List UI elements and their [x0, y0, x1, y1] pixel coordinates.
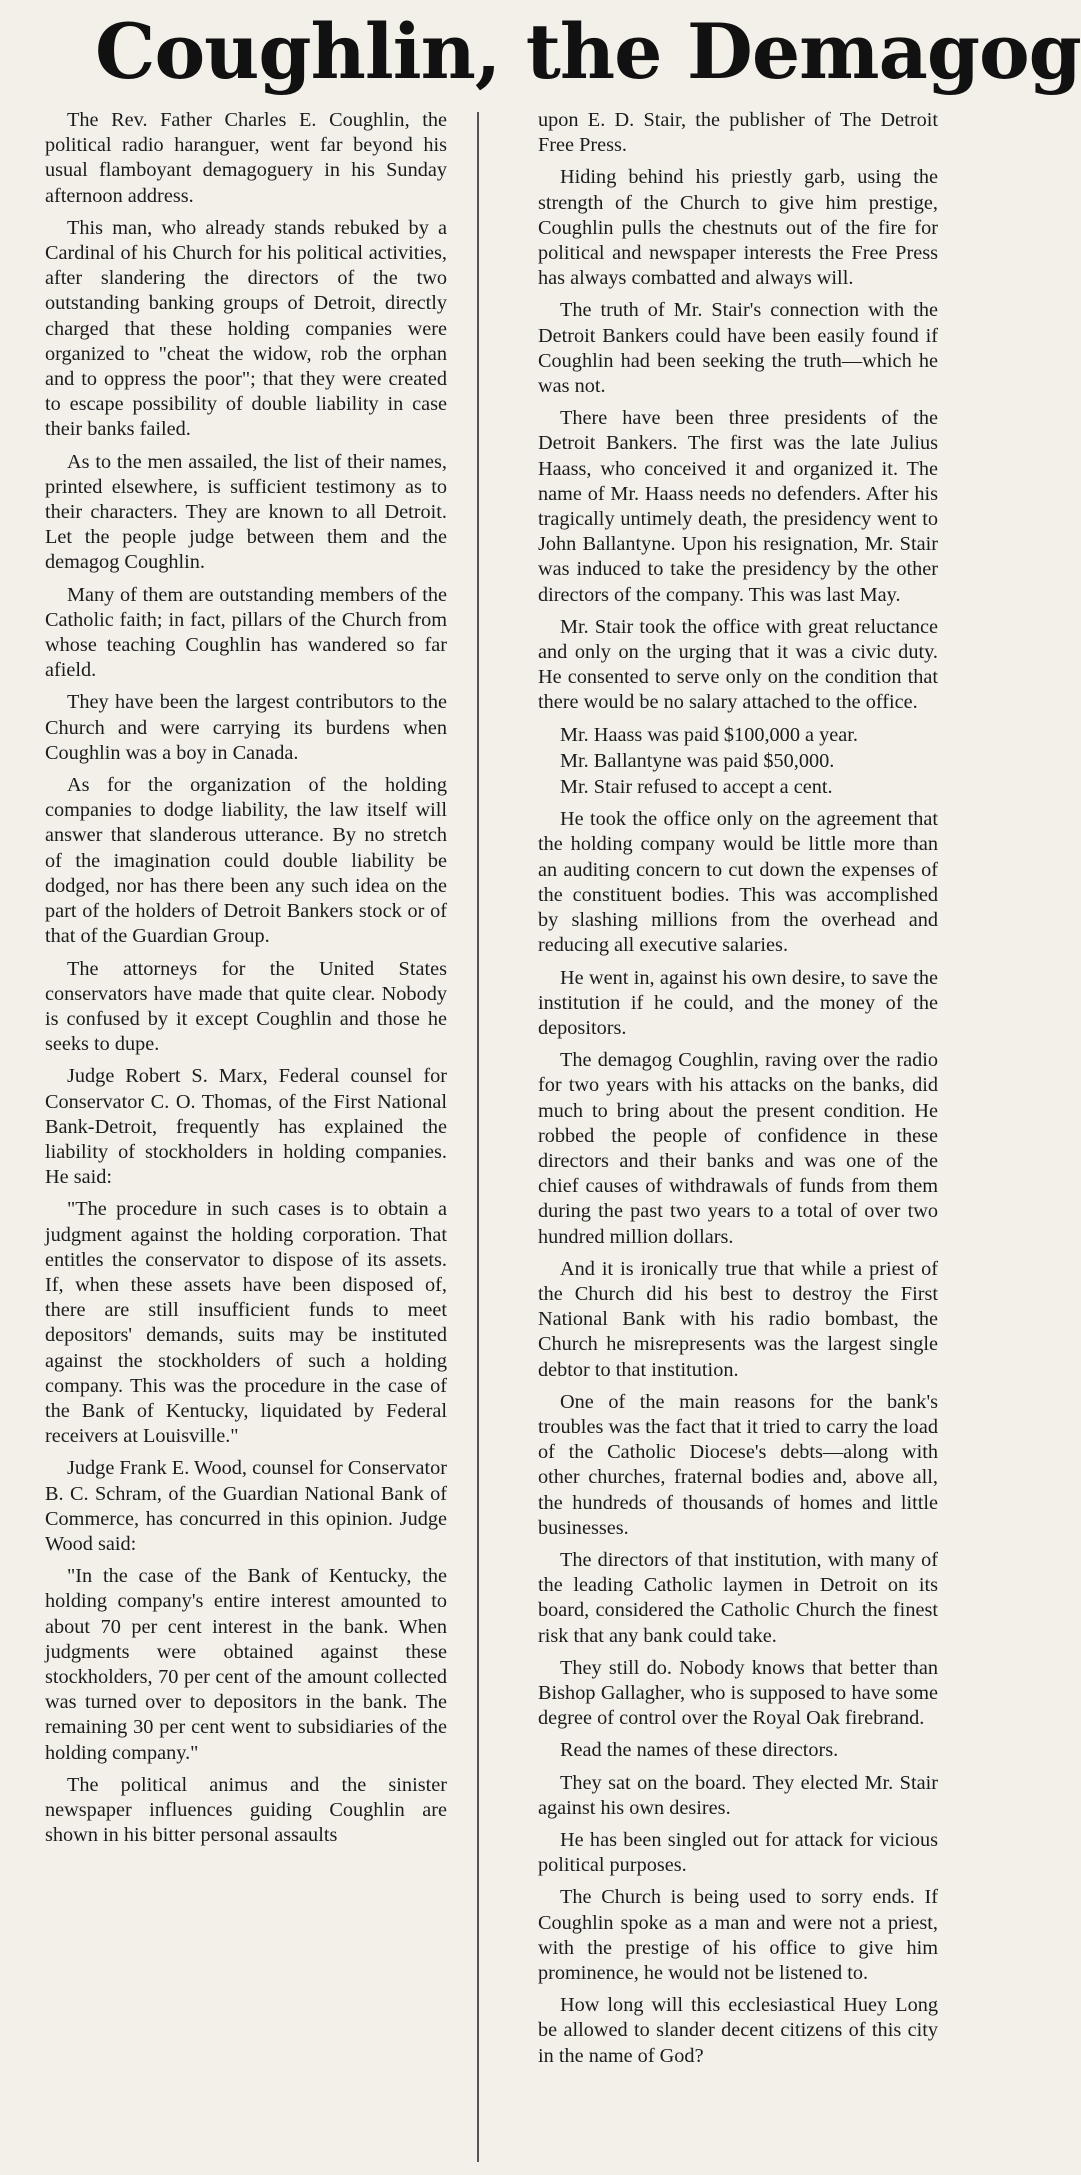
paragraph: They sat on the board. They elected Mr. Stair against his own desires. [538, 1771, 938, 1819]
paragraph: As for the organization of the holding companies to dodge liability, the law itself will answer that slanderous utterance. By no stretch of the imagination could double liability be dodged, nor has there been any such idea on the part of the holders of Detroit Bankers stock or of that of the Guardian Group. [45, 774, 447, 948]
closing-paragraph: How long will this ecclesiastical Huey Long be allowed to slander decent citizens of this city in the name of God? [538, 1994, 938, 2067]
paragraph: This man, who already stands rebuked by a Cardinal of his Church for his political activities, after slandering the directors of the two outstanding banking groups of Detroit, directly charged that these holding companies were organized to "cheat the widow, rob the orphan and to oppress the poor"; that they were created to escape possibility of double liability in case their banks failed. [45, 216, 447, 441]
paragraph: They have been the largest contributors to the Church and were carrying its burdens when Coughlin was a boy in Canada. [45, 691, 447, 764]
paragraph: upon E. D. Stair, the publisher of The Detroit Free Press. [538, 109, 938, 157]
paragraph: Mr. Stair took the office with great reluctance and only on the urging that it was a civic duty. He consented to serve only on the condition that there would be no salary attached to the office. [538, 615, 938, 714]
paragraph: Many of them are outstanding members of the Catholic faith; in fact, pillars of the Church from whose teaching Coughlin has wandered so far afield. [45, 583, 447, 682]
paragraph: The demagog Coughlin, raving over the radio for two years with his attacks on the banks, did much to bring about the present condition. He robbed the people of confidence in these directors and their banks and was one of the chief causes of withdrawals of funds from them during the past two years to a total of over two hundred million dollars. [538, 1049, 938, 1248]
headline: Coughlin, the Demagog [95, 7, 1081, 96]
paragraph: He went in, against his own desire, to save the institution if he could, and the money of the depositors. [538, 966, 938, 1039]
paragraph: The truth of Mr. Stair's connection with the Detroit Bankers could have been easily found if Coughlin had been seeking the truth—which he was not. [538, 299, 938, 398]
paragraph: Hiding behind his priestly garb, using the strength of the Church to give him prestige, Coughlin pulls the chestnuts out of the fire for political and newspaper interests the Free Press has always combatted and always will. [538, 166, 938, 290]
salary-line: Mr. Stair refused to accept a cent. [560, 776, 833, 799]
right-column [538, 108, 938, 2076]
paragraph: As to the men assailed, the list of their names, printed elsewhere, is sufficient testimony as to their characters. They are known to all Detroit. Let the people judge between them and the demagog Coughlin. [45, 450, 447, 574]
quote-paragraph: "In the case of the Bank of Kentucky, the holding company's entire interest amounted to about 70 per cent interest in the bank. When judgments were obtained against these stockholders, 70 per cent of the amount collected was turned over to depositors in the bank. The remaining 30 per cent went to subsidiaries of the holding company." [45, 1565, 447, 1764]
paragraph: Judge Robert S. Marx, Federal counsel for Conservator C. O. Thomas, of the First National Bank-Detroit, frequently has explained the liability of stockholders in holding companies. He said: [45, 1065, 447, 1189]
paragraph: Read the names of these directors. [560, 1739, 839, 1762]
paragraph: The directors of that institution, with many of the leading Catholic laymen in Detroit on its board, considered the Catholic Church the finest risk that any bank could take. [538, 1548, 938, 1647]
left-column [45, 108, 447, 1855]
paragraph: He has been singled out for attack for vicious political purposes. [538, 1829, 938, 1877]
salary-line: Mr. Ballantyne was paid $50,000. [560, 749, 835, 772]
paragraph: There have been three presidents of the Detroit Bankers. The first was the late Julius Haass, who conceived it and organized it. The name of Mr. Haass needs no defenders. After his tragically untimely death, the presidency went to John Ballantyne. Upon his resignation, Mr. Stair was induced to take the presidency by the other directors of the company. This was last May. [538, 407, 938, 606]
paragraph: They still do. Nobody knows that better than Bishop Gallagher, who is supposed to have some degree of control over the Royal Oak firebrand. [538, 1656, 938, 1730]
salary-line: Mr. Haass was paid $100,000 a year. [560, 723, 858, 746]
paragraph: Judge Frank E. Wood, counsel for Conservator B. C. Schram, of the Guardian National Bank of Commerce, has concurred in this opinion. Judge Wood said: [45, 1457, 447, 1555]
paragraph: One of the main reasons for the bank's troubles was the fact that it tried to carry the load of the Catholic Diocese's debts—along with other churches, fraternal bodies and, above all, the hundreds of thousands of homes and little businesses. [538, 1390, 938, 1539]
paragraph: The political animus and the sinister newspaper influences guiding Coughlin are shown in his bitter personal assaults [45, 1773, 447, 1847]
quote-paragraph: "The procedure in such cases is to obtain a judgment against the holding corporation. That entitles the conservator to dispose of its assets. If, when these assets have been disposed of, there are still insufficient funds to meet depositors' demands, suits may be instituted against the stockholders of such a holding company. This was the procedure in the case of the Bank of Kentucky, liquidated by Federal receivers at Louisville." [45, 1198, 447, 1448]
paragraph: The attorneys for the United States conservators have made that quite clear. Nobody is confused by it except Coughlin and those he seeks to dupe. [45, 957, 447, 1056]
paragraph: And it is ironically true that while a priest of the Church did his best to destroy the First National Bank with his radio bombast, the Church he misrepresents was the largest single debtor to that institution. [538, 1257, 938, 1381]
column-rule [477, 112, 479, 2162]
paragraph: The Rev. Father Charles E. Coughlin, the political radio haranguer, went far beyond his usual flamboyant demagoguery in his Sunday afternoon address. [45, 109, 447, 207]
paragraph: The Church is being used to sorry ends. If Coughlin spoke as a man and were not a priest, with the prestige of his office to give him prominence, he would not be listened to. [538, 1886, 938, 1985]
paragraph: He took the office only on the agreement that the holding company would be little more than an auditing concern to cut down the expenses of the constituent bodies. This was accomplished by slashing millions from the overhead and reducing all executive salaries. [538, 808, 938, 957]
